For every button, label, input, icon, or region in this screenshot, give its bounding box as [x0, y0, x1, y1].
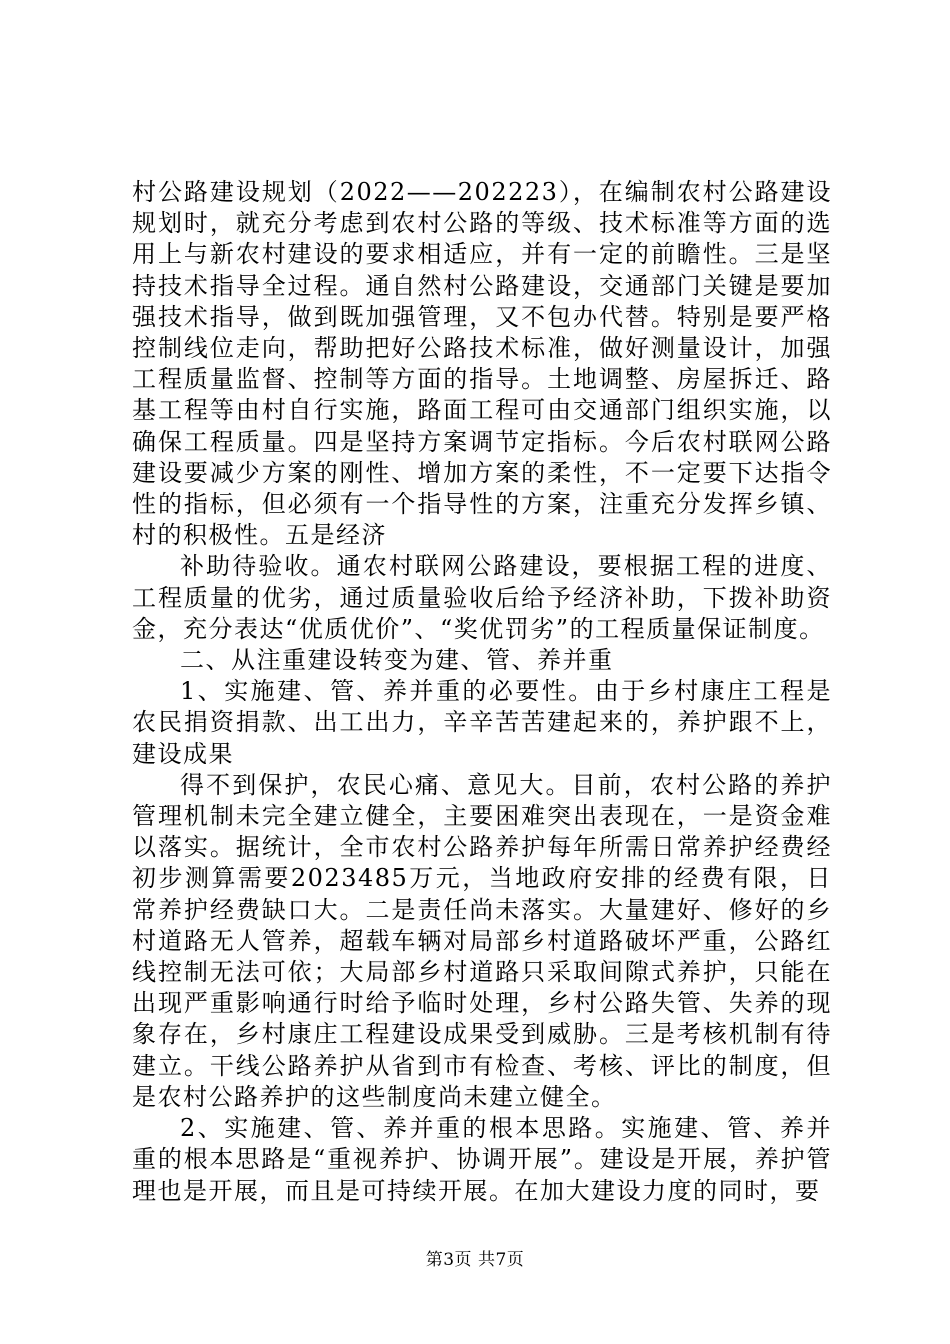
paragraph-4: 得不到保护，农民心痛、意见大。目前，农村公路的养护管理机制未完全建立健全，主要困难突出表现在，一是资金难以落实。据统计，全市农村公路养护每年所需日常养护经费经初步测算需要2023485万元，当地政府安排的经费有限，日常养护经费缺口大。二是责任尚未落实。大量建好、修好的乡村道路无人管养，超载车辆对局部乡村道路破坏严重，公路红线控制无法可依；大局部乡村道路只采取间隙式养护，只能在出现严重影响通行时给予临时处理，乡村公路失管、失养的现象存在，乡村康庄工程建设成果受到威胁。三是考核机制有待建立。干线公路养护从省到市有检查、考核、评比的制度，但是农村公路养护的这些制度尚未建立健全。: [132, 770, 832, 1111]
paragraph-3: 1、实施建、管、养并重的必要性。由于乡村康庄工程是农民捐资捐款、出工出力，辛辛苦苦建起来的，养护跟不上，建设成果: [132, 677, 832, 768]
paragraph-5: 2、实施建、管、养并重的根本思路。实施建、管、养并重的根本思路是“重视养护、协调开展”。建设是开展，养护管理也是开展，而且是可持续开展。在加大建设力度的同时，要: [132, 1114, 832, 1205]
section-heading: 二、从注重建设转变为建、管、养并重: [180, 646, 614, 675]
page-number-footer: 第3页 共7页: [425, 1250, 525, 1270]
paragraph-1: 村公路建设规划（2022——202223），在编制农村公路建设规划时，就充分考虑到农村公路的等级、技术标准等方面的选用上与新农村建设的要求相适应，并有一定的前瞻性。三是坚持技术指导全过程。通自然村公路建设，交通部门关键是要加强技术指导，做到既加强管理，又不包办代替。特别是要严格控制线位走向，帮助把好公路技术标准，做好测量设计，加强工程质量监督、控制等方面的指导。土地调整、房屋拆迁、路基工程等由村自行实施，路面工程可由交通部门组织实施，以确保工程质量。四是坚持方案调节定指标。今后农村联网公路建设要减少方案的刚性、增加方案的柔性，不一定要下达指令性的指标，但必须有一个指导性的方案，注重充分发挥乡镇、村的积极性。五是经济: [132, 178, 832, 550]
body-text: [132, 177, 832, 1207]
paragraph-2: 补助待验收。通农村联网公路建设，要根据工程的进度、工程质量的优劣，通过质量验收后给予经济补助，下拨补助资金，充分表达“优质优价”、“奖优罚劣”的工程质量保证制度。: [132, 552, 832, 643]
